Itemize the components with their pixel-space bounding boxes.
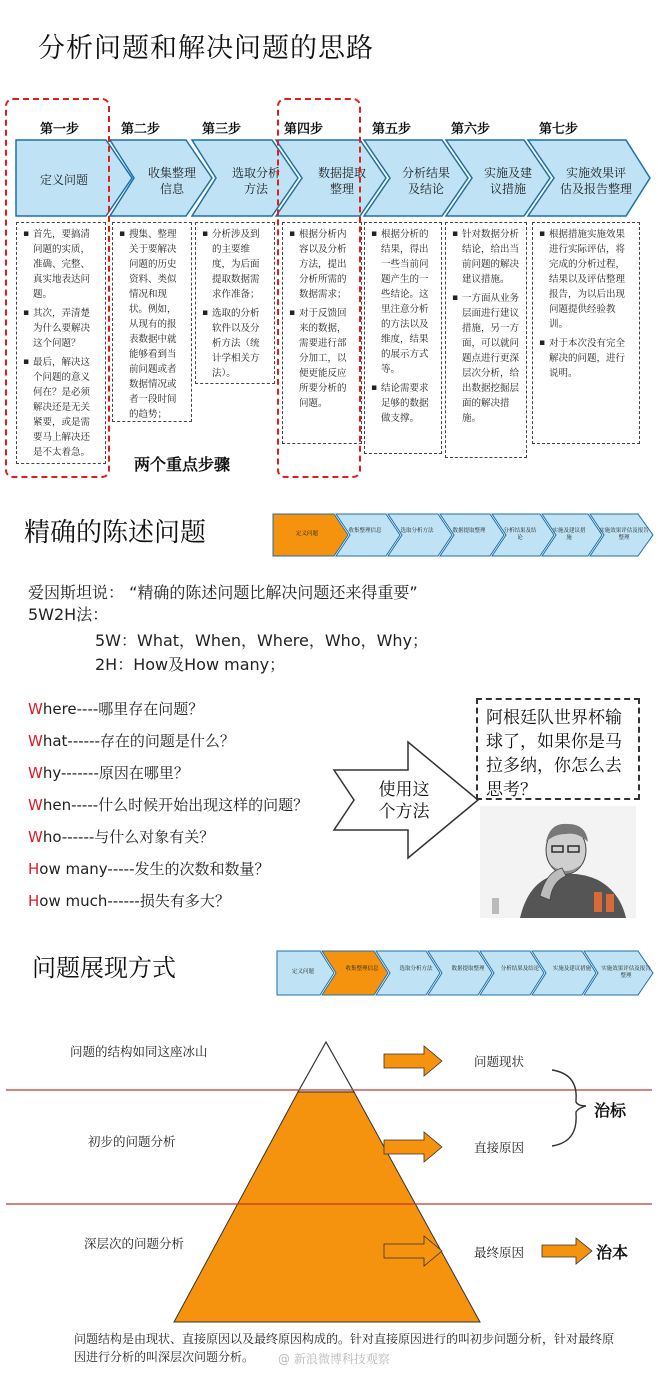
step-3-bullet: ▪ 分析涉及到的主要维度，为后面提取数据需求作准备；: [202, 227, 268, 302]
summary-text: 问题结构是由现状、直接原因以及最终原因构成的。针对直接原因进行的叫初步问题分析，针对最终原因进行分析的叫深层次问题分析。: [74, 1332, 615, 1364]
method-5w: 5W：What，When，Where，Who，Why；: [95, 631, 429, 650]
mini-bar-1-label-1: 定义问题: [295, 531, 318, 537]
step-label-1: 第一步: [40, 122, 80, 137]
mini-bar-1-label-7: 实施效果评估及报告整理: [599, 528, 649, 541]
step-4-bullet: ▪ 根据分析内容以及分析方法，提出分析所需的数据需求；: [289, 227, 355, 302]
chevron-text-3: 选取分析 方法: [231, 166, 280, 196]
step-7-bullet: ▪ 对于本次没有完全解决的问题，进行说明。: [539, 336, 633, 381]
step-6-bullet: ▪ 针对数据分析结论，给出当前问题的解决建议措施。: [452, 227, 520, 287]
einstein-quote: 爱因斯坦说： “精确的陈述问题比解决问题还来得重要”: [28, 583, 418, 602]
step-5-bullet: ▪ 结论需要求足够的数据做支撑。: [371, 381, 435, 426]
chevron-text-5: 分析结果 及结论: [401, 166, 450, 196]
label-root-cause: 最终原因: [474, 1245, 525, 1260]
brace-zhibiao: [552, 1070, 586, 1146]
mini-process-bar-2: [276, 950, 654, 996]
section-title-precise: 精确的陈述问题: [24, 518, 207, 548]
mini-bar-2-label-4: 数据提取整理: [451, 966, 485, 972]
method-name: 5W2H法：: [28, 605, 109, 624]
use-method-label: 使用这 个方法: [378, 780, 430, 822]
arrow-to-zhiben: [542, 1238, 592, 1264]
mini-bar-2-label-6: 实施及建议措施: [552, 966, 592, 972]
mini-bar-1-label-5: 分析结果及结论: [503, 528, 537, 541]
label-zhiben: 治本: [596, 1243, 629, 1262]
mini-bar-2-label-1: 定义问题: [291, 969, 314, 975]
mini-bar-1-label-6: 实施及建议措施: [552, 528, 586, 541]
mini-bar-1-label-4: 数据提取整理: [452, 528, 486, 534]
question-how-many: How many-----发生的次数和数量？: [28, 860, 270, 878]
step-3-bullet: ▪ 选取的分析软件以及分析方法（统计学相关方法）。: [202, 306, 268, 381]
question-why: Why-------原因在哪里？: [28, 764, 189, 782]
step-label-6: 第六步: [451, 122, 491, 137]
step-7-bullet: ▪ 根据措施实施效果进行实际评估，将完成的分析过程，结果以及评估整理报告，为以后出现问题提供经验教训。: [539, 227, 633, 332]
step-5-description: [364, 222, 442, 454]
mini-bar-2-label-2: 收集整理信息: [345, 966, 379, 972]
mini-bar-1-label-2: 收集整理信息: [348, 528, 382, 534]
thinking-man-portrait: [480, 806, 636, 918]
label-zhibiao: 治标: [594, 1101, 627, 1120]
step-3-description: [195, 222, 275, 384]
step-label-7: 第七步: [539, 122, 579, 137]
section-title-presentation: 问题展现方式: [32, 954, 176, 982]
step-6-description: [445, 222, 527, 458]
mini-bar-2-label-3: 选取分析方法: [399, 966, 433, 972]
step-1-bullet: ▪ 最后，解决这个问题的意义何在？是必须解决还是无关紧要，或是需要马上解决还是不太着急。: [23, 355, 99, 460]
iceberg-body: [174, 1092, 480, 1322]
iceberg-left-label-3: 深层次的问题分析: [84, 1236, 185, 1251]
watermark: @ 新浪微博科技观察: [278, 1352, 390, 1366]
step-6-bullet: ▪ 一方面从业务层面进行建议措施，另一方面，可以就问题点进行更深层次分析，给出数据挖掘层面的解决措施。: [452, 291, 520, 426]
step-label-2: 第二步: [121, 122, 161, 137]
chevron-text-1: 定义问题: [39, 173, 88, 187]
mini-bar-1-label-3: 选取分析方法: [400, 528, 434, 534]
mini-bar-2-label-7: 实施效果评估及报告整理: [601, 966, 651, 979]
step-label-5: 第五步: [372, 122, 412, 137]
question-who: Who------与什么对象有关？: [28, 828, 215, 846]
step-label-3: 第三步: [202, 122, 242, 137]
key-step-highlight-4: [277, 98, 361, 478]
chevron-text-4: 数据提取 整理: [317, 166, 366, 196]
page-title: 分析问题和解决问题的思路: [38, 33, 374, 64]
step-label-4: 第四步: [284, 122, 324, 137]
step-4-bullet: ▪ 对于反馈回来的数据，需要进行部分加工，以便更能反应所要分析的问题。: [289, 306, 355, 411]
step-1-bullet: ▪ 首先，要搞清问题的实质，准确、完整、真实地表达问题。: [23, 227, 99, 302]
method-2h: 2H：How及How many；: [95, 655, 286, 674]
step-2-description: [112, 222, 192, 422]
iceberg-left-label-2: 初步的问题分析: [88, 1134, 176, 1149]
arrow-to-direct-cause: [384, 1132, 442, 1162]
step-5-bullet: ▪ 根据分析的结果，得出一些当前问题产生的一些结论。这里注意分析的方法以及维度，结果的展示方式等。: [371, 227, 435, 377]
key-step-highlight-1: [5, 98, 110, 478]
key-steps-label: 两个重点步骤: [134, 455, 231, 474]
question-when: When-----什么时候开始出现这样的问题？: [28, 796, 309, 814]
iceberg-tip: [298, 1042, 354, 1092]
question-how-much: How much------损失有多大？: [28, 892, 230, 910]
chevron-text-6: 实施及建 议措施: [483, 166, 532, 196]
step-2-bullet: ▪ 搜集、整理关于要解决问题的历史资料、类似情况和现状。例如，从现有的报表数据中就能够看到当前问题或者数据情况或者一段时间的趋势；: [119, 227, 185, 422]
iceberg-left-label-1: 问题的结构如同这座冰山: [70, 1044, 208, 1059]
mini-bar-2-label-5: 分析结果及结论: [500, 966, 540, 972]
question-what: What------存在的问题是什么？: [28, 732, 235, 750]
chevron-text-2: 收集整理 信息: [147, 166, 196, 196]
step-1-bullet: ▪ 其次，弄清楚为什么要解决这个问题？: [23, 306, 99, 351]
iceberg-diagram: [0, 1030, 658, 1330]
label-current-status: 问题现状: [474, 1054, 525, 1069]
arrow-to-status: [384, 1046, 442, 1076]
step-7-description: [532, 222, 640, 444]
thought-bubble: 阿根廷队世界杯输球了，如果你是马拉多纳，你怎么去思考？: [476, 698, 640, 800]
label-direct-cause: 直接原因: [474, 1140, 525, 1155]
question-where: Where----哪里存在问题？: [28, 700, 204, 718]
chevron-text-7: 实施效果评 估及报告整理: [559, 166, 632, 196]
